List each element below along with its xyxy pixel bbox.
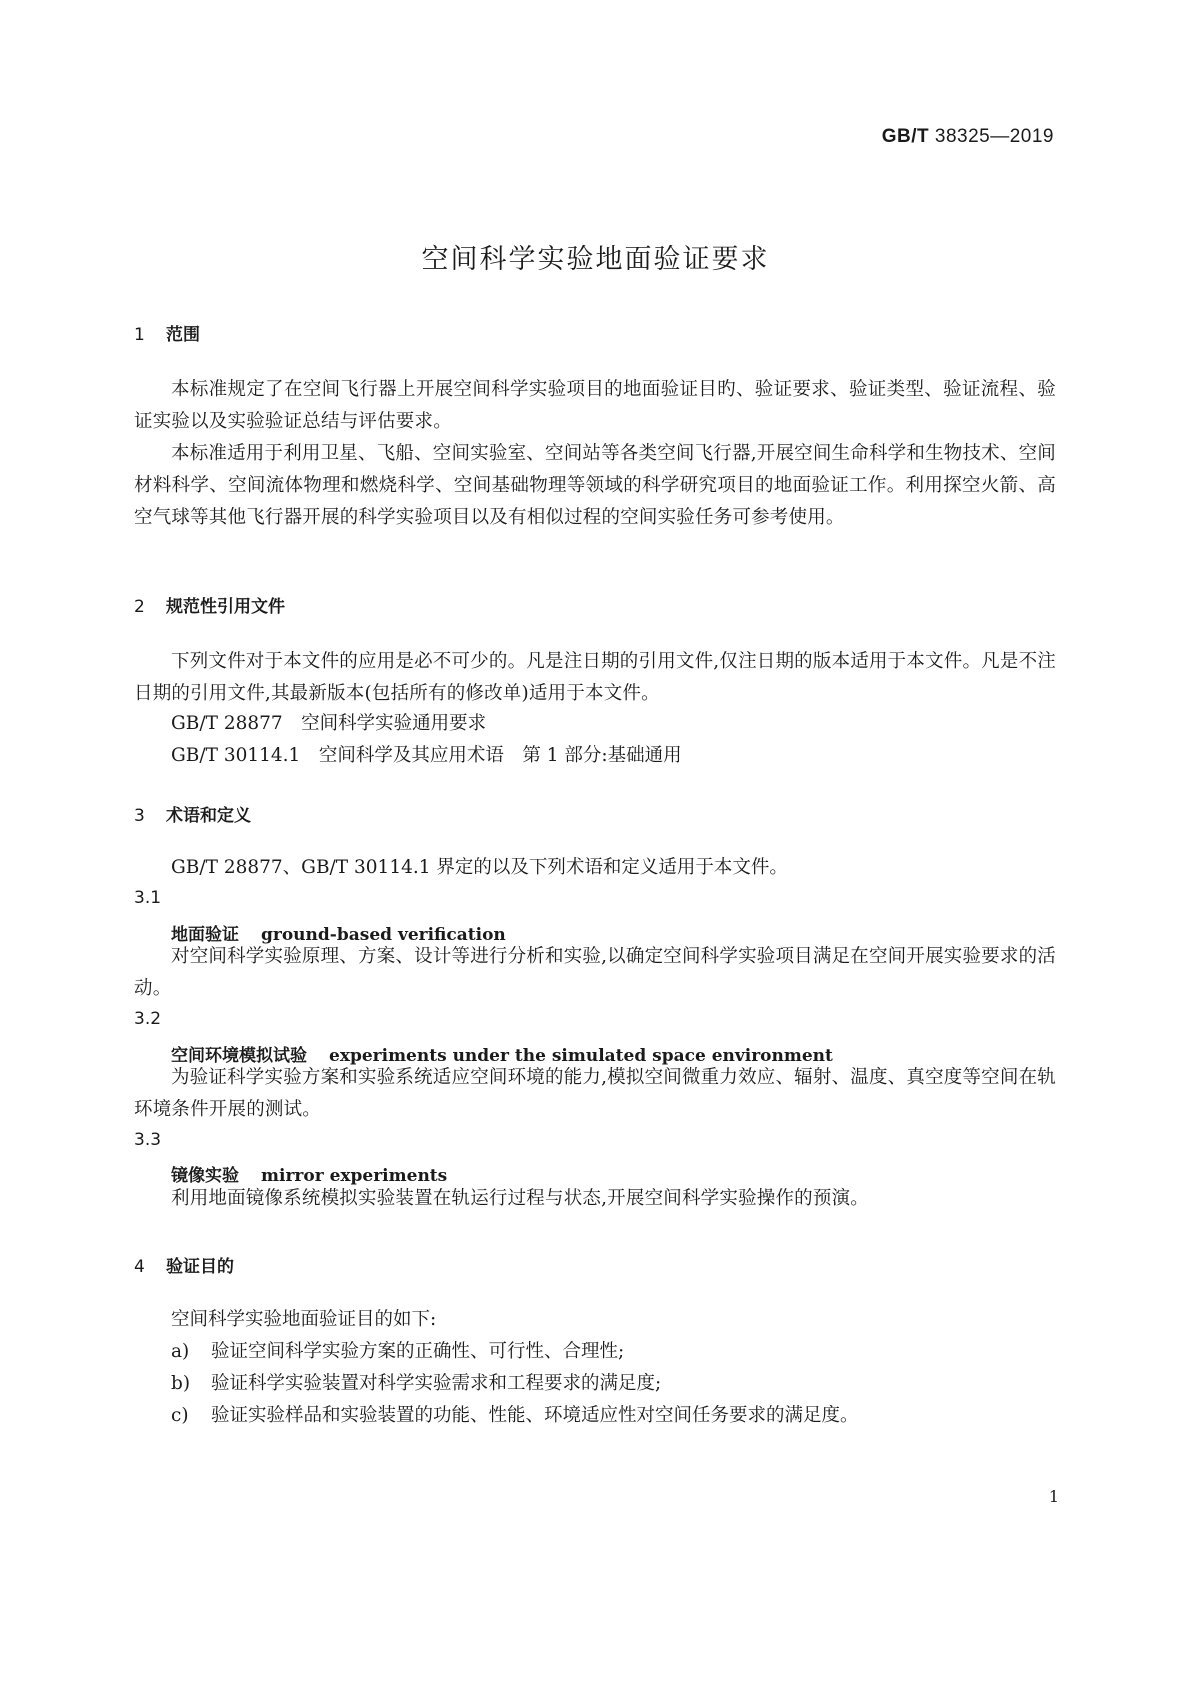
list-item-text: 验证实验样品和实验装置的功能、性能、环境适应性对空间任务要求的满足度。 [211, 1405, 859, 1426]
section-number: 3 [134, 806, 145, 826]
page-number: 1 [1048, 1487, 1059, 1506]
term-zh: 空间环境模拟试验 [171, 1046, 307, 1066]
term-definition-block [134, 941, 1056, 1005]
section-title: 验证目的 [166, 1257, 234, 1277]
section-heading-terms [134, 801, 251, 826]
section-number: 2 [134, 597, 145, 617]
list-item [171, 1336, 624, 1368]
section-heading-normative-references [134, 592, 285, 617]
section-number: 4 [134, 1257, 145, 1277]
paragraph: 下列文件对于本文件的应用是必不可少的。凡是注日期的引用文件,仅注日期的版本适用于本文件。凡是不注日期的引用文件,其最新版本(包括所有的修改单)适用于本文件。 [134, 651, 1056, 704]
reference-item: GB/T 30114.1 空间科学及其应用术语 第 1 部分:基础通用 [171, 745, 682, 766]
list-item-text: 验证科学实验装置对科学实验需求和工程要求的满足度; [211, 1373, 662, 1394]
document-title: 空间科学实验地面验证要求 [421, 244, 770, 275]
section-title: 规范性引用文件 [166, 597, 285, 617]
references-body [134, 646, 1056, 710]
scope-body [134, 374, 1056, 534]
list-marker: b) [171, 1373, 191, 1394]
list-item [171, 1400, 859, 1432]
standard-number: 38325—2019 [934, 126, 1054, 147]
clause-number: 3.3 [134, 1130, 162, 1150]
term-definition: 对空间科学实验原理、方案、设计等进行分析和实验,以确定空间科学实验项目满足在空间开展实验要求的活动。 [134, 946, 1056, 999]
section-title: 术语和定义 [166, 806, 251, 826]
term-definition: 利用地面镜像系统模拟实验装置在轨运行过程与状态,开展空间科学实验操作的预演。 [171, 1188, 869, 1209]
section-number: 1 [134, 325, 145, 345]
term-zh: 镜像实验 [171, 1166, 239, 1186]
list-item-text: 验证空间科学实验方案的正确性、可行性、合理性; [211, 1341, 625, 1362]
terms-intro: GB/T 28877、GB/T 30114.1 界定的以及下列术语和定义适用于本文件。 [171, 857, 788, 878]
reference-item: GB/T 28877 空间科学实验通用要求 [171, 713, 487, 734]
term-definition-block [134, 1062, 1056, 1126]
section-title: 范围 [166, 325, 200, 345]
purpose-intro: 空间科学实验地面验证目的如下: [171, 1309, 437, 1330]
term-en: experiments under the simulated space environment [329, 1046, 833, 1066]
term-definition-block [134, 1183, 1056, 1215]
paragraph: 本标准适用于利用卫星、飞船、空间实验室、空间站等各类空间飞行器,开展空间生命科学和生物技术、空间材料科学、空间流体物理和燃烧科学、空间基础物理等领域的科学研究项目的地面验证工作。利用探空火箭、高空气球等其他飞行器开展的科学实验项目以及有相似过程的空间实验任务可参考使用。 [134, 443, 1056, 528]
list-marker: a) [171, 1341, 190, 1362]
term-zh: 地面验证 [171, 925, 239, 945]
section-heading-scope [134, 320, 200, 345]
list-marker: c) [171, 1405, 189, 1426]
list-item [171, 1368, 661, 1400]
standard-code [882, 126, 1054, 148]
term-definition: 为验证科学实验方案和实验系统适应空间环境的能力,模拟空间微重力效应、辐射、温度、真空度等空间在轨环境条件开展的测试。 [134, 1067, 1056, 1120]
clause-number: 3.2 [134, 1009, 162, 1029]
term-en: mirror experiments [261, 1166, 448, 1186]
clause-number: 3.1 [134, 888, 162, 908]
section-heading-purpose [134, 1252, 234, 1277]
paragraph: 本标准规定了在空间飞行器上开展空间科学实验项目的地面验证目旳、验证要求、验证类型、验证流程、验证实验以及实验验证总结与评估要求。 [134, 379, 1056, 432]
term-en: ground-based verification [261, 925, 506, 945]
standard-prefix: GB/T [881, 126, 930, 147]
